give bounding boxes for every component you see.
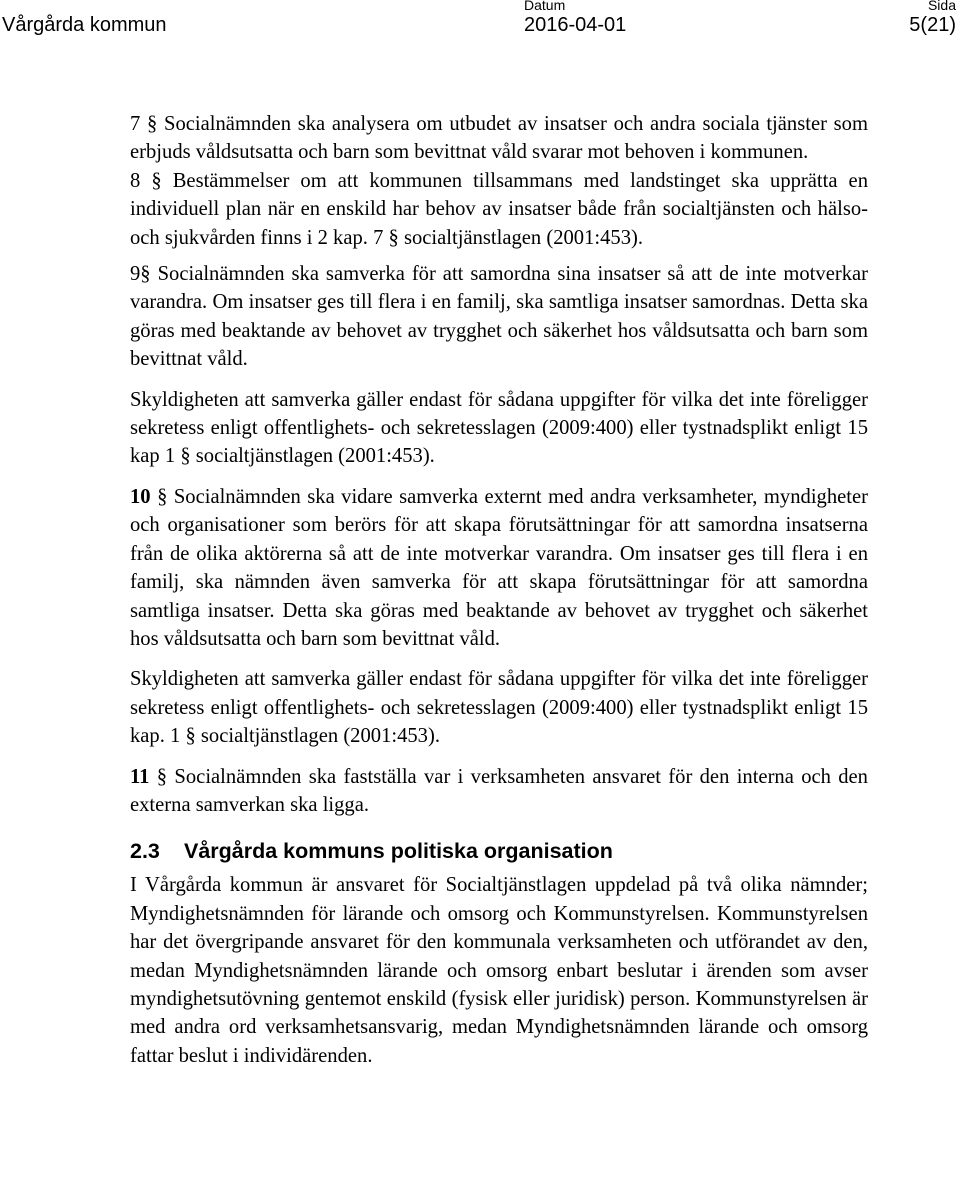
section-heading bbox=[130, 837, 868, 865]
paragraph-text: I Vårgårda kommun är ansvaret för Socialtjänstlagen uppdelad på två olika nämnder; Myndighetsnämnden för lärande och omsorg och Kommunstyrelsen. Kommunstyrelsen har det övergripande ansvaret för den kommunala verksamheten och utförandet av den, medan Myndighetsnämnden lärande och omsorg enbart beslutar i ärenden som avser myndighetsutövning gentemot enskild (fysisk eller juridisk) person. Kommunstyrelsen är med andra ord verksamhetsansvarig, medan Myndighetsnämnden lärande och omsorg fattar beslut i individärenden. bbox=[130, 874, 868, 1067]
section-sign: § bbox=[140, 263, 151, 286]
paragraph-text: Skyldigheten att samverka gäller endast för sådana uppgifter för vilka det inte föreligger sekretess enligt offentlighets- och sekretesslagen (2009:400) eller tystnadsplikt enligt 15 kap 1 § socialtjänstlagen (2001:453). bbox=[130, 388, 868, 468]
paragraph-7 bbox=[130, 110, 868, 167]
paragraph-11 bbox=[130, 763, 868, 820]
paragraph-number: 9 bbox=[130, 263, 141, 286]
paragraph-number: 8 bbox=[130, 169, 141, 192]
paragraph-text: Socialnämnden ska fastställa var i verksamheten ansvaret för den interna och den externa samverkan ska ligga. bbox=[130, 765, 868, 816]
section-sign: § bbox=[156, 765, 168, 788]
paragraph-text: Socialnämnden ska analysera om utbudet av insatser och andra sociala tjänster som erbjuds våldsutsatta och barn som bevittnat våld svarar mot behoven i kommunen. bbox=[130, 113, 868, 164]
document-date: 2016-04-01 bbox=[524, 14, 627, 36]
section-sign: § bbox=[157, 485, 168, 508]
page-label: Sida bbox=[927, 0, 956, 13]
paragraph-text: Skyldigheten att samverka gäller endast för sådana uppgifter för vilka det inte föreligger sekretess enligt offentlighets- och sekretesslagen (2009:400) eller tystnadsplikt enligt 15 kap. 1 § socialtjänstlagen (2001:453). bbox=[130, 668, 868, 748]
paragraph-10 bbox=[130, 483, 868, 653]
section-number: 2.3 bbox=[130, 839, 160, 864]
paragraph-text: Bestämmelser om att kommunen tillsammans med landstinget ska upprätta en individuell plan när en enskild har behov av insatser både från socialtjänsten och hälso- och sjukvården finns i 2 kap. 7 § socialtjänstlagen (2001:453). bbox=[130, 169, 868, 249]
page-number: 5(21) bbox=[909, 14, 956, 36]
paragraph-number: 7 bbox=[130, 113, 141, 135]
date-label: Datum bbox=[524, 0, 566, 13]
paragraph-number: 11 bbox=[130, 765, 150, 788]
section-sign: § bbox=[147, 113, 158, 135]
paragraph-number: 10 bbox=[130, 485, 151, 508]
organization-name: Vårgårda kommun bbox=[2, 14, 167, 36]
section-paragraph bbox=[130, 871, 868, 1070]
paragraph-text: Socialnämnden ska samverka för att samordna sina insatser så att de inte motverkar varandra. Om insatser ges till flera i en familj, ska samtliga insatser samordnas. Detta ska göras med beaktande av behovet av trygghet och säkerhet hos våldsutsatta och barn som bevittnat våld. bbox=[130, 263, 868, 371]
paragraph-9 bbox=[130, 260, 868, 374]
paragraph-text: Socialnämnden ska vidare samverka externt med andra verksamheter, myndigheter och organisationer som berörs för att skapa förutsättningar för att samordna insatserna från de olika aktörerna så att de inte motverkar varandra. Om insatser ges till flera i en familj, ska nämnden även samverka för att skapa förutsättningar för att samordna samtliga insatser. Detta ska göras med beaktande av behovet av trygghet och säkerhet hos våldsutsatta och barn som bevittnat våld. bbox=[130, 485, 868, 650]
paragraph-confidentiality-2 bbox=[130, 665, 868, 750]
paragraph-confidentiality-1 bbox=[130, 386, 868, 471]
section-title: Vårgårda kommuns politiska organisation bbox=[184, 839, 613, 864]
section-sign: § bbox=[151, 169, 162, 192]
document-body bbox=[130, 110, 868, 1070]
paragraph-8 bbox=[130, 167, 868, 252]
